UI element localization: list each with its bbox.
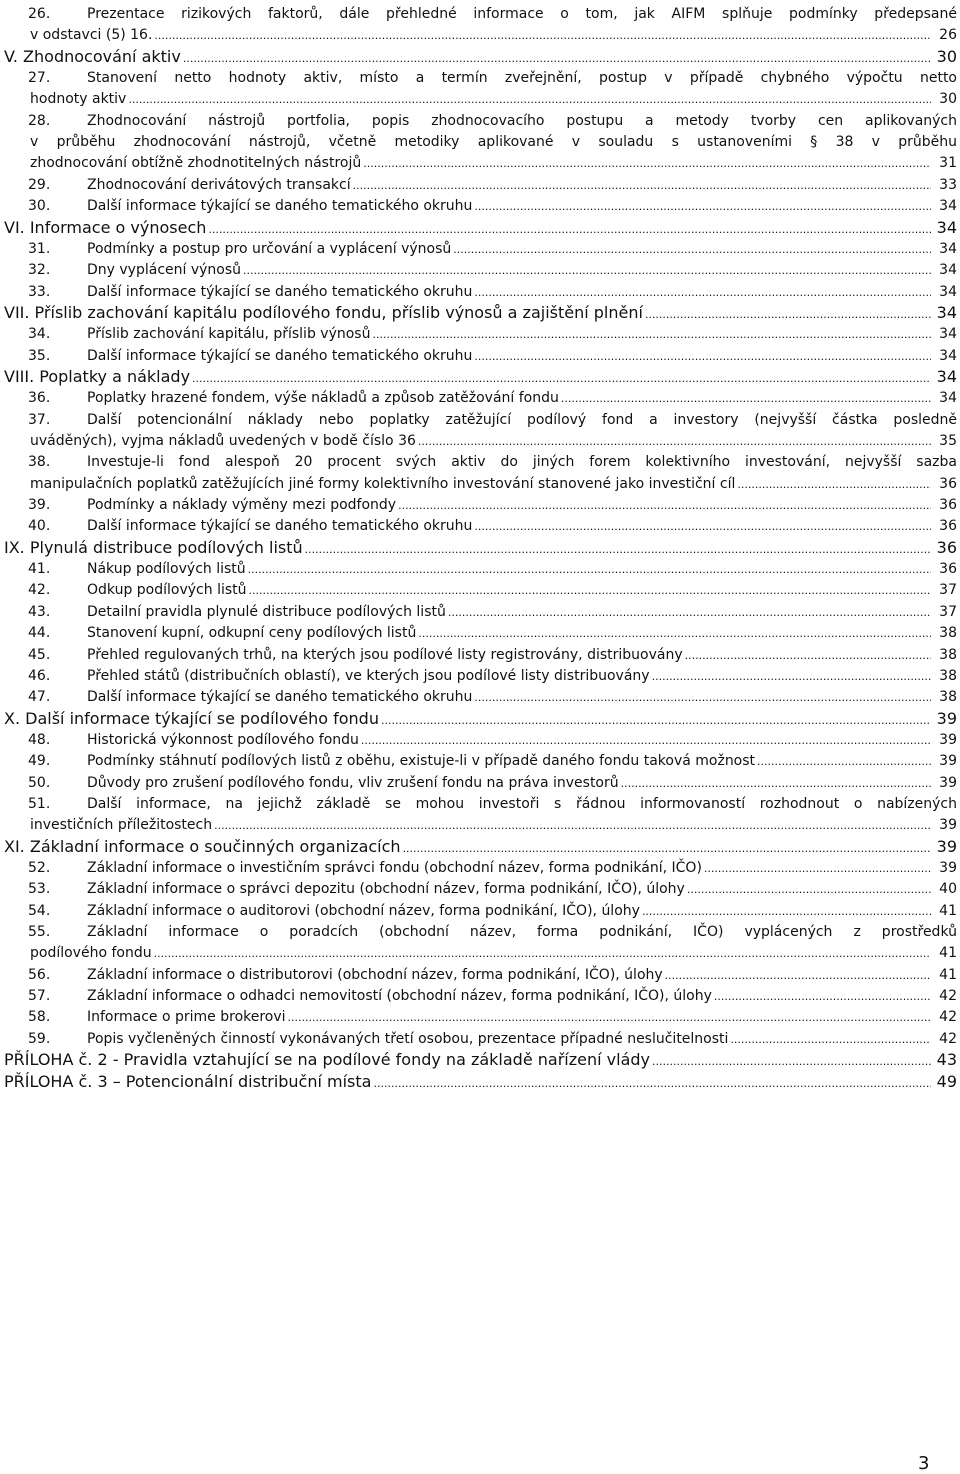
dot-leader xyxy=(249,584,931,597)
dot-leader xyxy=(372,328,931,341)
toc-entry-number: 44. xyxy=(28,625,51,642)
toc-entry-title-line: Investuje-li fond alespoň 20 procent svých aktiv do jiných forem kolektivního investování, nejvyšší sazba xyxy=(87,454,957,471)
toc-entry-title-line: Zhodnocování nástrojů portfolia, popis zhodnocovacího postupu a metody tvorby cen aplikovaných xyxy=(87,112,957,129)
toc-entry-number: 32. xyxy=(28,262,51,279)
page-number: 3 xyxy=(918,1453,930,1474)
toc-entry-title-line: Další informace týkající se daného tematického okruhu xyxy=(87,198,473,215)
toc-entry-title-line: Stanovení netto hodnoty aktiv, místo a termín zveřejnění, postup v případě chybného výpočtu netto xyxy=(87,70,957,87)
toc-page-number: 39 xyxy=(939,731,957,748)
toc-entry-number: 57. xyxy=(28,988,51,1005)
toc-entry-number: 54. xyxy=(28,902,51,919)
dot-leader xyxy=(642,905,931,918)
toc-page-number: 41 xyxy=(939,902,957,919)
toc-page-number: 43 xyxy=(936,1050,957,1070)
toc-page-number: 49 xyxy=(936,1071,957,1091)
toc-entry-number: 51. xyxy=(28,795,51,812)
toc-entry-number: 56. xyxy=(28,966,51,983)
toc-page-number: 34 xyxy=(939,390,957,407)
toc-entry-title-line: Podmínky stáhnutí podílových listů z oběhu, existuje-li v případě daného fondu taková možnost xyxy=(87,753,756,770)
toc-page-number: 36 xyxy=(939,475,957,492)
toc-entry-title-line: Další potencionální náklady nebo poplatky zatěžující podílový fond a investory (nejvyšší částka posledně xyxy=(87,411,957,428)
toc-page-number: 41 xyxy=(939,966,957,983)
toc-entry-number: 39. xyxy=(28,497,51,514)
dot-leader xyxy=(453,243,931,256)
toc-entry-title-line: Historická výkonnost podílového fondu xyxy=(87,731,359,748)
toc-page-number: 37 xyxy=(939,582,957,599)
toc-entry-title-line: Přehled států (distribučních oblastí), ve kterých jsou podílové listy distribuovány xyxy=(87,667,650,684)
toc-entry-title-line: X. Další informace týkající se podílového fondu xyxy=(4,708,379,728)
dot-leader xyxy=(757,755,931,768)
toc-entry-title-line: Stanovení kupní, odkupní ceny podílových listů xyxy=(87,625,417,642)
toc-entry-number: 45. xyxy=(28,646,51,663)
toc-entry-title-line: VIII. Poplatky a náklady xyxy=(4,366,191,386)
dot-leader xyxy=(208,223,931,236)
toc-page-number: 30 xyxy=(939,91,957,108)
toc-page-number: 39 xyxy=(939,817,957,834)
toc-page-number: 42 xyxy=(939,1030,957,1047)
toc-entry-number: 42. xyxy=(28,582,51,599)
dot-leader xyxy=(665,969,931,982)
toc-entry-title-line: Poplatky hrazené fondem, výše nákladů a způsob zatěžování fondu xyxy=(87,390,559,407)
toc-page-number: 42 xyxy=(939,988,957,1005)
toc-page-number: 37 xyxy=(939,603,957,620)
dot-leader xyxy=(363,157,931,170)
dot-leader xyxy=(154,947,931,960)
toc-page-number: 38 xyxy=(939,689,957,706)
dot-leader xyxy=(652,670,931,683)
toc-entry-title-line: Další informace týkající se daného tematického okruhu xyxy=(87,347,473,364)
toc-entry-title-line: Podmínky a postup pro určování a vyplácení výnosů xyxy=(87,240,452,257)
toc-page-number: 34 xyxy=(939,262,957,279)
toc-page-number: 38 xyxy=(939,625,957,642)
toc-entry-number: 34. xyxy=(28,326,51,343)
toc-entry-title-line: hodnoty aktiv xyxy=(30,91,127,108)
toc-entry-number: 58. xyxy=(28,1009,51,1026)
dot-leader xyxy=(418,627,931,640)
dot-leader xyxy=(373,1077,931,1090)
toc-entry-title-line: PŘÍLOHA č. 3 – Potencionální distribuční místa xyxy=(4,1071,372,1091)
toc-entry-title-line: Informace o prime brokerovi xyxy=(87,1009,286,1026)
dot-leader xyxy=(305,543,931,556)
toc-entry-title-line: Popis vyčleněných činností vykonávaných třetí osobou, prezentace případné neslučitelnosti xyxy=(87,1030,729,1047)
toc-entry-title-line: Příslib zachování kapitálu, příslib výnosů xyxy=(87,326,371,343)
dot-leader xyxy=(154,29,931,42)
toc-page-number: 36 xyxy=(939,561,957,578)
toc-entry-number: 38. xyxy=(28,454,51,471)
toc-entry-number: 37. xyxy=(28,411,51,428)
dot-leader xyxy=(704,862,931,875)
toc-page-number: 40 xyxy=(939,881,957,898)
toc-entry-title-line: VII. Příslib zachování kapitálu podílového fondu, příslib výnosů a zajištění plnění xyxy=(4,302,643,322)
toc-page-number: 34 xyxy=(936,217,957,237)
toc-entry-title-line: Základní informace o odhadci nemovitostí (obchodní název, forma podnikání, IČO), úlohy xyxy=(87,988,712,1005)
toc-entry-title-line: IX. Plynulá distribuce podílových listů xyxy=(4,537,303,557)
dot-leader xyxy=(474,520,931,533)
dot-leader xyxy=(353,179,931,192)
toc-entry-number: 43. xyxy=(28,603,51,620)
dot-leader xyxy=(448,606,931,619)
dot-leader xyxy=(474,350,931,363)
toc-entry-title-line: VI. Informace o výnosech xyxy=(4,217,207,237)
toc-entry-title-line: Základní informace o distributorovi (obchodní název, forma podnikání, IČO), úlohy xyxy=(87,966,663,983)
toc-entry-title-line: Další informace týkající se daného tematického okruhu xyxy=(87,689,473,706)
toc-entry-number: 49. xyxy=(28,753,51,770)
dot-leader xyxy=(561,392,931,405)
toc-entry-title-line: Zhodnocování derivátových transakcí xyxy=(87,176,351,193)
toc-entry-number: 35. xyxy=(28,347,51,364)
toc-entry-number: 30. xyxy=(28,198,51,215)
dot-leader xyxy=(621,777,931,790)
dot-leader xyxy=(687,883,931,896)
toc-entry-title-line: manipulačních poplatků zatěžujících jiné formy kolektivního investování stanovené jako investiční cíl xyxy=(30,475,736,492)
toc-entry-title-line: Přehled regulovaných trhů, na kterých jsou podílové listy registrovány, distribuovány xyxy=(87,646,683,663)
toc-page-number: 39 xyxy=(939,774,957,791)
toc-page-number: 31 xyxy=(939,155,957,172)
toc-page-number: 34 xyxy=(939,283,957,300)
toc-entry-title-line: uváděných), vyjma nákladů uvedených v bodě číslo 36 xyxy=(30,432,416,449)
dot-leader xyxy=(685,649,931,662)
dot-leader xyxy=(214,819,931,832)
toc-page-number: 38 xyxy=(939,646,957,663)
toc-entry-title-line: Základní informace o správci depozitu (obchodní název, forma podnikání, IČO), úlohy xyxy=(87,881,685,898)
toc-page-number: 39 xyxy=(936,836,957,856)
toc-entry-number: 40. xyxy=(28,518,51,535)
dot-leader xyxy=(192,372,931,385)
toc-entry-number: 41. xyxy=(28,561,51,578)
dot-leader xyxy=(714,990,931,1003)
toc-entry-number: 50. xyxy=(28,774,51,791)
toc-entry-title-line: Další informace týkající se daného tematického okruhu xyxy=(87,518,473,535)
toc-entry-number: 36. xyxy=(28,390,51,407)
toc-entry-number: 31. xyxy=(28,240,51,257)
toc-entry-title-line: podílového fondu xyxy=(30,945,152,962)
dot-leader xyxy=(737,478,931,491)
toc-entry-number: 47. xyxy=(28,689,51,706)
toc-page-number: 36 xyxy=(936,537,957,557)
dot-leader xyxy=(243,264,931,277)
toc-page-number: 36 xyxy=(939,518,957,535)
dot-leader xyxy=(361,734,931,747)
toc-page-number: 39 xyxy=(939,860,957,876)
toc-page-number: 34 xyxy=(939,198,957,215)
dot-leader xyxy=(288,1011,931,1024)
toc-entry-title-line: Dny vyplácení výnosů xyxy=(87,262,242,279)
toc-page-number: 34 xyxy=(939,326,957,343)
toc-entry-number: 59. xyxy=(28,1030,51,1047)
dot-leader xyxy=(381,714,931,727)
toc-entry-number: 28. xyxy=(28,112,51,129)
dot-leader xyxy=(183,52,931,65)
toc-entry-title-line: Další informace týkající se daného tematického okruhu xyxy=(87,283,473,300)
toc-entry-number: 53. xyxy=(28,881,51,898)
dot-leader xyxy=(248,563,931,576)
toc-entry-title-line: v průběhu zhodnocování nástrojů, včetně metodiky aplikované v souladu s ustanoveními § 38 v průběhu xyxy=(30,134,957,151)
toc-entry-title-line: Základní informace o poradcích (obchodní název, forma podnikání, IČO) vyplácených z prostředků xyxy=(87,924,957,941)
dot-leader xyxy=(398,499,931,512)
toc-page-number: 33 xyxy=(939,176,957,193)
toc-entry-title-line: Detailní pravidla plynulé distribuce podílových listů xyxy=(87,603,446,620)
toc-entry-number: 46. xyxy=(28,667,51,684)
toc-entry-title-line: Odkup podílových listů xyxy=(87,582,247,599)
toc-page-number: 36 xyxy=(939,497,957,514)
toc-page-number: 34 xyxy=(939,347,957,364)
dot-leader xyxy=(403,842,931,855)
toc-entry-title-line: V. Zhodnocování aktiv xyxy=(4,46,181,66)
dot-leader xyxy=(730,1033,931,1046)
toc-page-number: 35 xyxy=(939,432,957,449)
dot-leader xyxy=(652,1055,931,1068)
toc-entry-title-line: investičních příležitostech xyxy=(30,817,213,834)
toc-entry-title-line: Podmínky a náklady výměny mezi podfondy xyxy=(87,497,397,514)
toc-page-number: 34 xyxy=(939,240,957,257)
toc-page-number: 42 xyxy=(939,1009,957,1026)
toc-entry-title-line: zhodnocování obtížně zhodnotitelných nástrojů xyxy=(30,155,362,172)
dot-leader xyxy=(474,286,931,299)
toc-entry-title-line: PŘÍLOHA č. 2 - Pravidla vztahující se na podílové fondy na základě nařízení vlády xyxy=(4,1050,650,1070)
toc-entry-title-line: Základní informace o auditorovi (obchodní název, forma podnikání, IČO), úlohy xyxy=(87,902,640,919)
toc-page-number: 34 xyxy=(936,366,957,386)
toc-entry-title-line: Základní informace o investičním správci fondu (obchodní název, forma podnikání, IČO) xyxy=(87,860,702,876)
toc-page-number: 41 xyxy=(939,945,957,962)
dot-leader xyxy=(645,308,931,321)
dot-leader xyxy=(474,200,931,213)
toc-page-number: 39 xyxy=(936,708,957,728)
toc-entry-title-line: Nákup podílových listů xyxy=(87,561,246,578)
toc-page-number: 38 xyxy=(939,667,957,684)
toc-page-number: 26 xyxy=(939,27,957,44)
toc-entry-title-line: Prezentace rizikových faktorů, dále přehledné informace o tom, jak AIFM splňuje podmínky předepsané xyxy=(87,6,957,22)
toc-entry-number: 27. xyxy=(28,70,51,87)
toc-entry-title-line: Další informace, na jejichž základě se mohou investoři s řádnou informovaností rozhodnout o nabízených xyxy=(87,795,957,812)
toc-entry-number: 26. xyxy=(28,6,51,22)
toc-page-number: 34 xyxy=(936,302,957,322)
toc-entry-number: 48. xyxy=(28,731,51,748)
toc-entry-number: 33. xyxy=(28,283,51,300)
dot-leader xyxy=(418,435,931,448)
dot-leader xyxy=(474,691,931,704)
toc-page-number: 30 xyxy=(936,46,957,66)
toc-page-number: 39 xyxy=(939,753,957,770)
toc-entry-title-line: v odstavci (5) 16. xyxy=(30,27,153,44)
toc-entry-number: 52. xyxy=(28,860,51,876)
toc-entry-title-line: Důvody pro zrušení podílového fondu, vliv zrušení fondu na práva investorů xyxy=(87,774,619,791)
toc-entry-number: 55. xyxy=(28,924,51,941)
toc-entry-number: 29. xyxy=(28,176,51,193)
toc-entry-title-line: XI. Základní informace o součinných organizacích xyxy=(4,836,401,856)
dot-leader xyxy=(128,93,931,106)
